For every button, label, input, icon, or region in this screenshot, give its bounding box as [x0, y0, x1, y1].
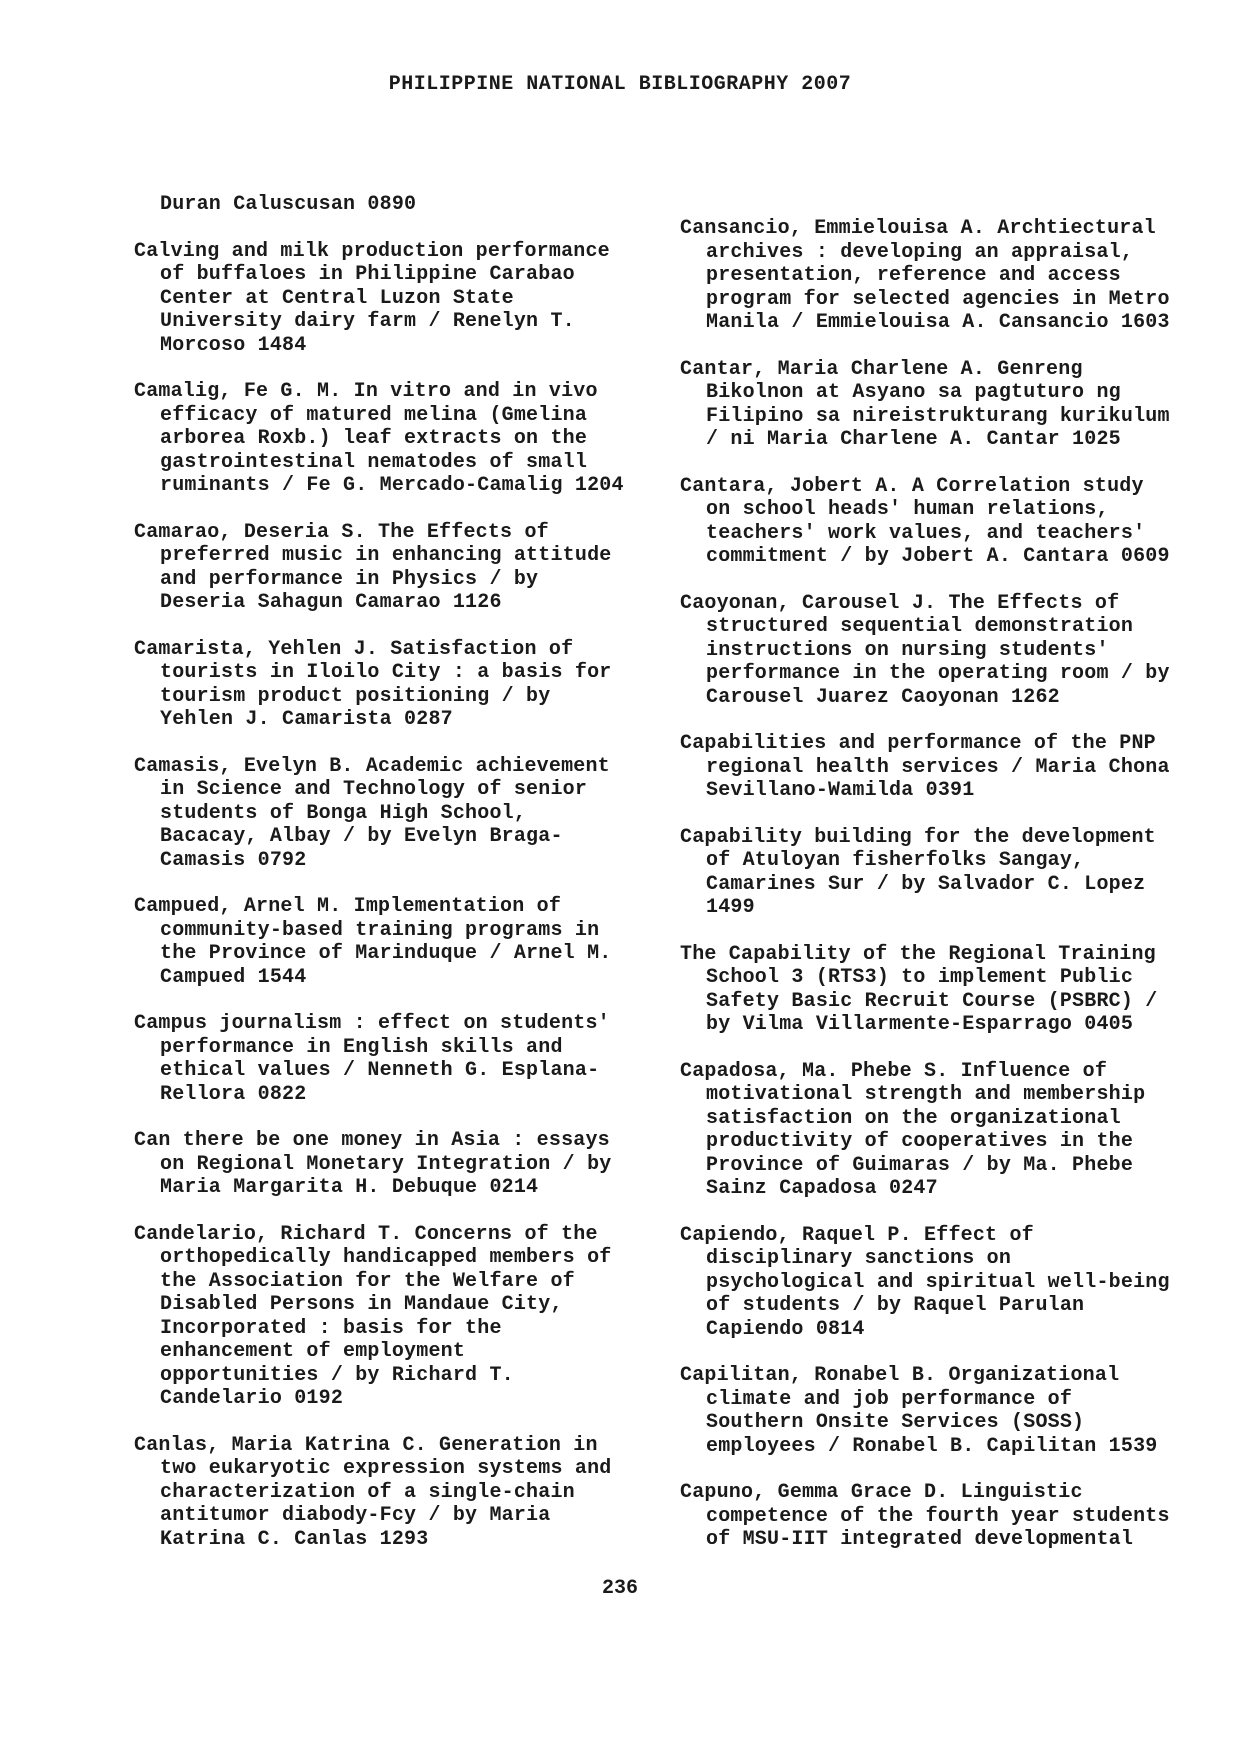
- list-item: Cantara, Jobert A. A Correlation study on school heads' human relations, teachers' work values, and teachers' commitment / by Jobert A. Cantara 0609: [680, 474, 1170, 568]
- list-item: Camarao, Deseria S. The Effects of preferred music in enhancing attitude and performance in Physics / by Deseria Sahagun Camarao 1126: [134, 520, 612, 614]
- page-title: PHILIPPINE NATIONAL BIBLIOGRAPHY 2007: [388, 73, 852, 96]
- list-item: Capuno, Gemma Grace D. Linguistic competence of the fourth year students of MSU-IIT integrated developmental: [680, 1481, 1170, 1551]
- left-column: [134, 193, 654, 1574]
- list-item: Can there be one money in Asia : essays on Regional Monetary Integration / by Maria Margarita H. Debuque 0214: [134, 1129, 612, 1199]
- page-number: 236: [601, 1577, 638, 1600]
- list-item: Cantar, Maria Charlene A. Genreng Bikolnon at Asyano sa pagtuturo ng Filipino sa nireistrukturang kurikulum / ni Maria Charlene A. Cantar 1025: [680, 357, 1170, 451]
- list-item: Cansancio, Emmielouisa A. Archtiectural archives : developing an appraisal, presentation, reference and access program for selected agencies in Metro Manila / Emmielouisa A. Cansancio 1603: [680, 217, 1170, 334]
- list-item: Capability building for the development of Atuloyan fisherfolks Sangay, Camarines Sur / by Salvador C. Lopez 1499: [680, 825, 1156, 919]
- list-item: Camarista, Yehlen J. Satisfaction of tourists in Iloilo City : a basis for tourism product positioning / by Yehlen J. Camarista 0287: [134, 637, 612, 731]
- list-item: Camalig, Fe G. M. In vitro and in vivo efficacy of matured melina (Gmelina arborea Roxb.) leaf extracts on the gastrointestinal nematodes of small ruminants / Fe G. Mercado-Camalig 1204: [134, 380, 624, 497]
- list-item: Candelario, Richard T. Concerns of the orthopedically handicapped members of the Association for the Welfare of Disabled Persons in Mandaue City, Incorporated : basis for the enhancement of employment opportunities / by Richard T. Candelario 0192: [134, 1222, 612, 1410]
- list-item: Capadosa, Ma. Phebe S. Influence of motivational strength and membership satisfaction on the organizational productivity of cooperatives in the Province of Guimaras / by Ma. Phebe Sainz Capadosa 0247: [680, 1059, 1146, 1200]
- list-item: Caoyonan, Carousel J. The Effects of structured sequential demonstration instructions on nursing students' performance in the operating room / by Carousel Juarez Caoyonan 1262: [680, 591, 1170, 709]
- list-item: Campued, Arnel M. Implementation of community-based training programs in the Province of Marinduque / Arnel M. Campued 1544: [134, 895, 612, 989]
- list-item: Capiendo, Raquel P. Effect of disciplinary sanctions on psychological and spiritual well-being of students / by Raquel Parulan Capiendo 0814: [680, 1223, 1170, 1341]
- list-item: Canlas, Maria Katrina C. Generation in two eukaryotic expression systems and characterization of a single-chain antitumor diabody-Fcy / by Maria Katrina C. Canlas 1293: [134, 1433, 612, 1551]
- list-item: Camasis, Evelyn B. Academic achievement in Science and Technology of senior students of Bonga High School, Bacacay, Albay / by Evelyn Braga- Camasis 0792: [134, 754, 610, 872]
- right-column: [680, 217, 1220, 1575]
- list-item: Calving and milk production performance of buffaloes in Philippine Carabao Center at Central Luzon State University dairy farm / Renelyn T. Morcoso 1484: [134, 239, 610, 357]
- list-item: Capilitan, Ronabel B. Organizational climate and job performance of Southern Onsite Services (SOSS) employees / Ronabel B. Capilitan 1539: [680, 1364, 1158, 1458]
- list-item: Campus journalism : effect on students' performance in English skills and ethical values / Nenneth G. Esplana- Rellora 0822: [134, 1012, 610, 1106]
- list-item: Duran Caluscusan 0890: [160, 193, 417, 216]
- list-item: The Capability of the Regional Training School 3 (RTS3) to implement Public Safety Basic Recruit Course (PSBRC) / by Vilma Villarmente-Esparrago 0405: [680, 942, 1158, 1036]
- list-item: Capabilities and performance of the PNP regional health services / Maria Chona Sevillano-Wamilda 0391: [680, 732, 1170, 802]
